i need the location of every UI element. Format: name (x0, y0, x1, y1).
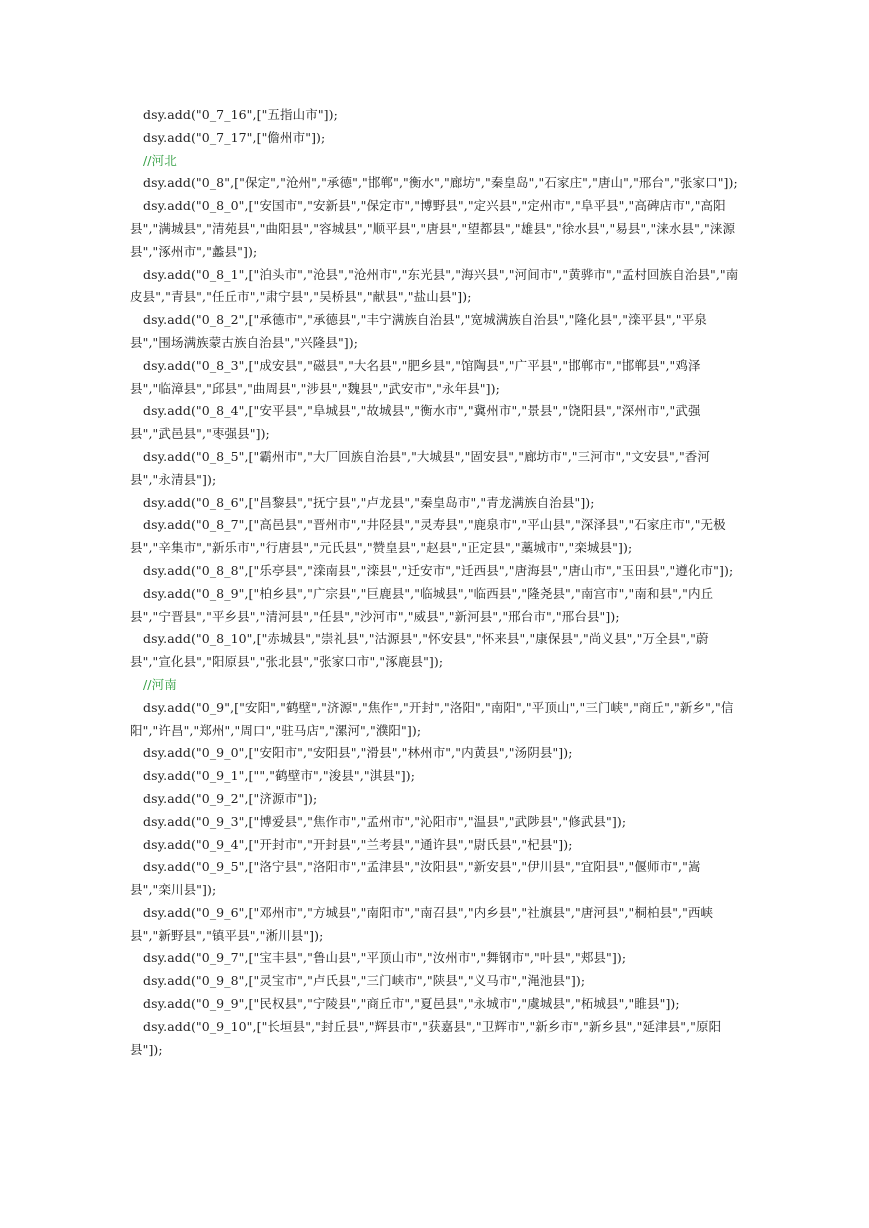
code-line: dsy.add("0_8_3",["成安县","磁县","大名县","肥乡县","馆陶县","广平县","邯郸市","邯郸县","鸡泽县","临漳县","邱县","曲周县","涉县","魏县","武安市","永年县"]); (130, 357, 701, 396)
code-line: dsy.add("0_7_17",["儋州市"]); (143, 129, 326, 145)
code-line: dsy.add("0_9_10",["长垣县","封丘县","辉县市","获嘉县","卫辉市","新乡市","新乡县","延津县","原阳县"]); (130, 1018, 722, 1057)
code-line: dsy.add("0_9_4",["开封市","开封县","兰考县","通许县","尉氏县","杞县"]); (143, 836, 573, 852)
code-line: dsy.add("0_7_16",["五指山市"]); (143, 107, 338, 122)
code-line: dsy.add("0_8_8",["乐亭县","滦南县","滦县","迁安市","迁西县","唐海县","唐山市","玉田县","遵化市"]); (143, 562, 734, 578)
code-line: dsy.add("0_8_9",["柏乡县","广宗县","巨鹿县","临城县","临西县","隆尧县","南宫市","南和县","内丘县","宁晋县","平乡县","清河县","任县","沙河市","威县","新河县","邢台市","邢台县"]); (130, 585, 714, 624)
code-line: dsy.add("0_9_1",["","鹤壁市","浚县","淇县"]); (143, 768, 416, 784)
code-line: dsy.add("0_9_2",["济源市"]); (143, 790, 318, 806)
code-document (130, 104, 740, 1061)
code-line: dsy.add("0_8_6",["昌黎县","抚宁县","卢龙县","秦皇岛市","青龙满族自治县"]); (143, 494, 595, 510)
code-line: dsy.add("0_9_8",["灵宝市","卢氏县","三门峡市","陕县","义马市","渑池县"]); (143, 973, 586, 989)
code-line: dsy.add("0_8_2",["承德市","承德县","丰宁满族自治县","宽城满族自治县","隆化县","滦平县","平泉县","围场满族蒙古族自治县","兴隆县"]); (130, 312, 707, 350)
code-line: dsy.add("0_9_6",["邓州市","方城县","南阳市","南召县","内乡县","社旗县","唐河县","桐柏县","西峡县","新野县","镇平县","淅川县"]); (130, 904, 714, 943)
code-line: dsy.add("0_9_7",["宝丰县","鲁山县","平顶山市","汝州市","舞钢市","叶县","郏县"]); (143, 950, 627, 966)
code-line: dsy.add("0_8_5",["霸州市","大厂回族自治县","大城县","固安县","廊坊市","三河市","文安县","香河县","永清县"]); (130, 448, 710, 487)
code-line: dsy.add("0_9_5",["洛宁县","洛阳市","孟津县","汝阳县","新安县","伊川县","宜阳县","偃师市","嵩县","栾川县"]); (130, 859, 701, 898)
code-line: dsy.add("0_9_9",["民权县","宁陵县","商丘市","夏邑县","永城市","虞城县","柘城县","睢县"]); (143, 996, 680, 1012)
code-line: dsy.add("0_8",["保定","沧州","承德","邯郸","衡水","廊坊","秦皇岛","石家庄","唐山","邢台","张家口"]); (143, 175, 738, 191)
code-line: dsy.add("0_9_3",["博爱县","焦作市","孟州市","沁阳市","温县","武陟县","修武县"]); (143, 813, 627, 829)
code-line: dsy.add("0_8_4",["安平县","阜城县","故城县","衡水市","冀州市","景县","饶阳县","深州市","武强县","武邑县","枣强县"]); (130, 403, 701, 442)
code-line: dsy.add("0_8_0",["安国市","安新县","保定市","博野县","定兴县","定州市","阜平县","高碑店市","高阳县","满城县","清苑县","曲阳县","容城县","顺平县","唐县","望都县","雄县","徐水县","易县","涞水县","涞源县","涿州市","蠡县"]); (130, 198, 736, 259)
comment-line: //河南 (143, 676, 177, 692)
code-line: dsy.add("0_8_10",["赤城县","崇礼县","沽源县","怀安县","怀来县","康保县","尚义县","万全县","蔚县","宣化县","阳原县","张北县","张家口市","涿鹿县"]); (130, 631, 709, 670)
code-line: dsy.add("0_8_1",["泊头市","沧县","沧州市","东光县","海兴县","河间市","黄骅市","孟村回族自治县","南皮县","青县","任丘市","肃宁县","吴桥县","献县","盐山县"]); (130, 266, 739, 305)
code-line: dsy.add("0_9",["安阳","鹤壁","济源","焦作","开封","洛阳","南阳","平顶山","三门峡","商丘","新乡","信阳","许昌","郑州","周口","驻马店","漯河","濮阳"]); (130, 699, 734, 738)
code-line: dsy.add("0_9_0",["安阳市","安阳县","滑县","林州市","内黄县","汤阴县"]); (143, 745, 573, 761)
comment-line: //河北 (143, 152, 177, 168)
code-line: dsy.add("0_8_7",["高邑县","晋州市","井陉县","灵寿县","鹿泉市","平山县","深泽县","石家庄市","无极县","辛集市","新乐市","行唐县","元氏县","赞皇县","赵县","正定县","藁城市","栾城县"]); (130, 517, 726, 556)
